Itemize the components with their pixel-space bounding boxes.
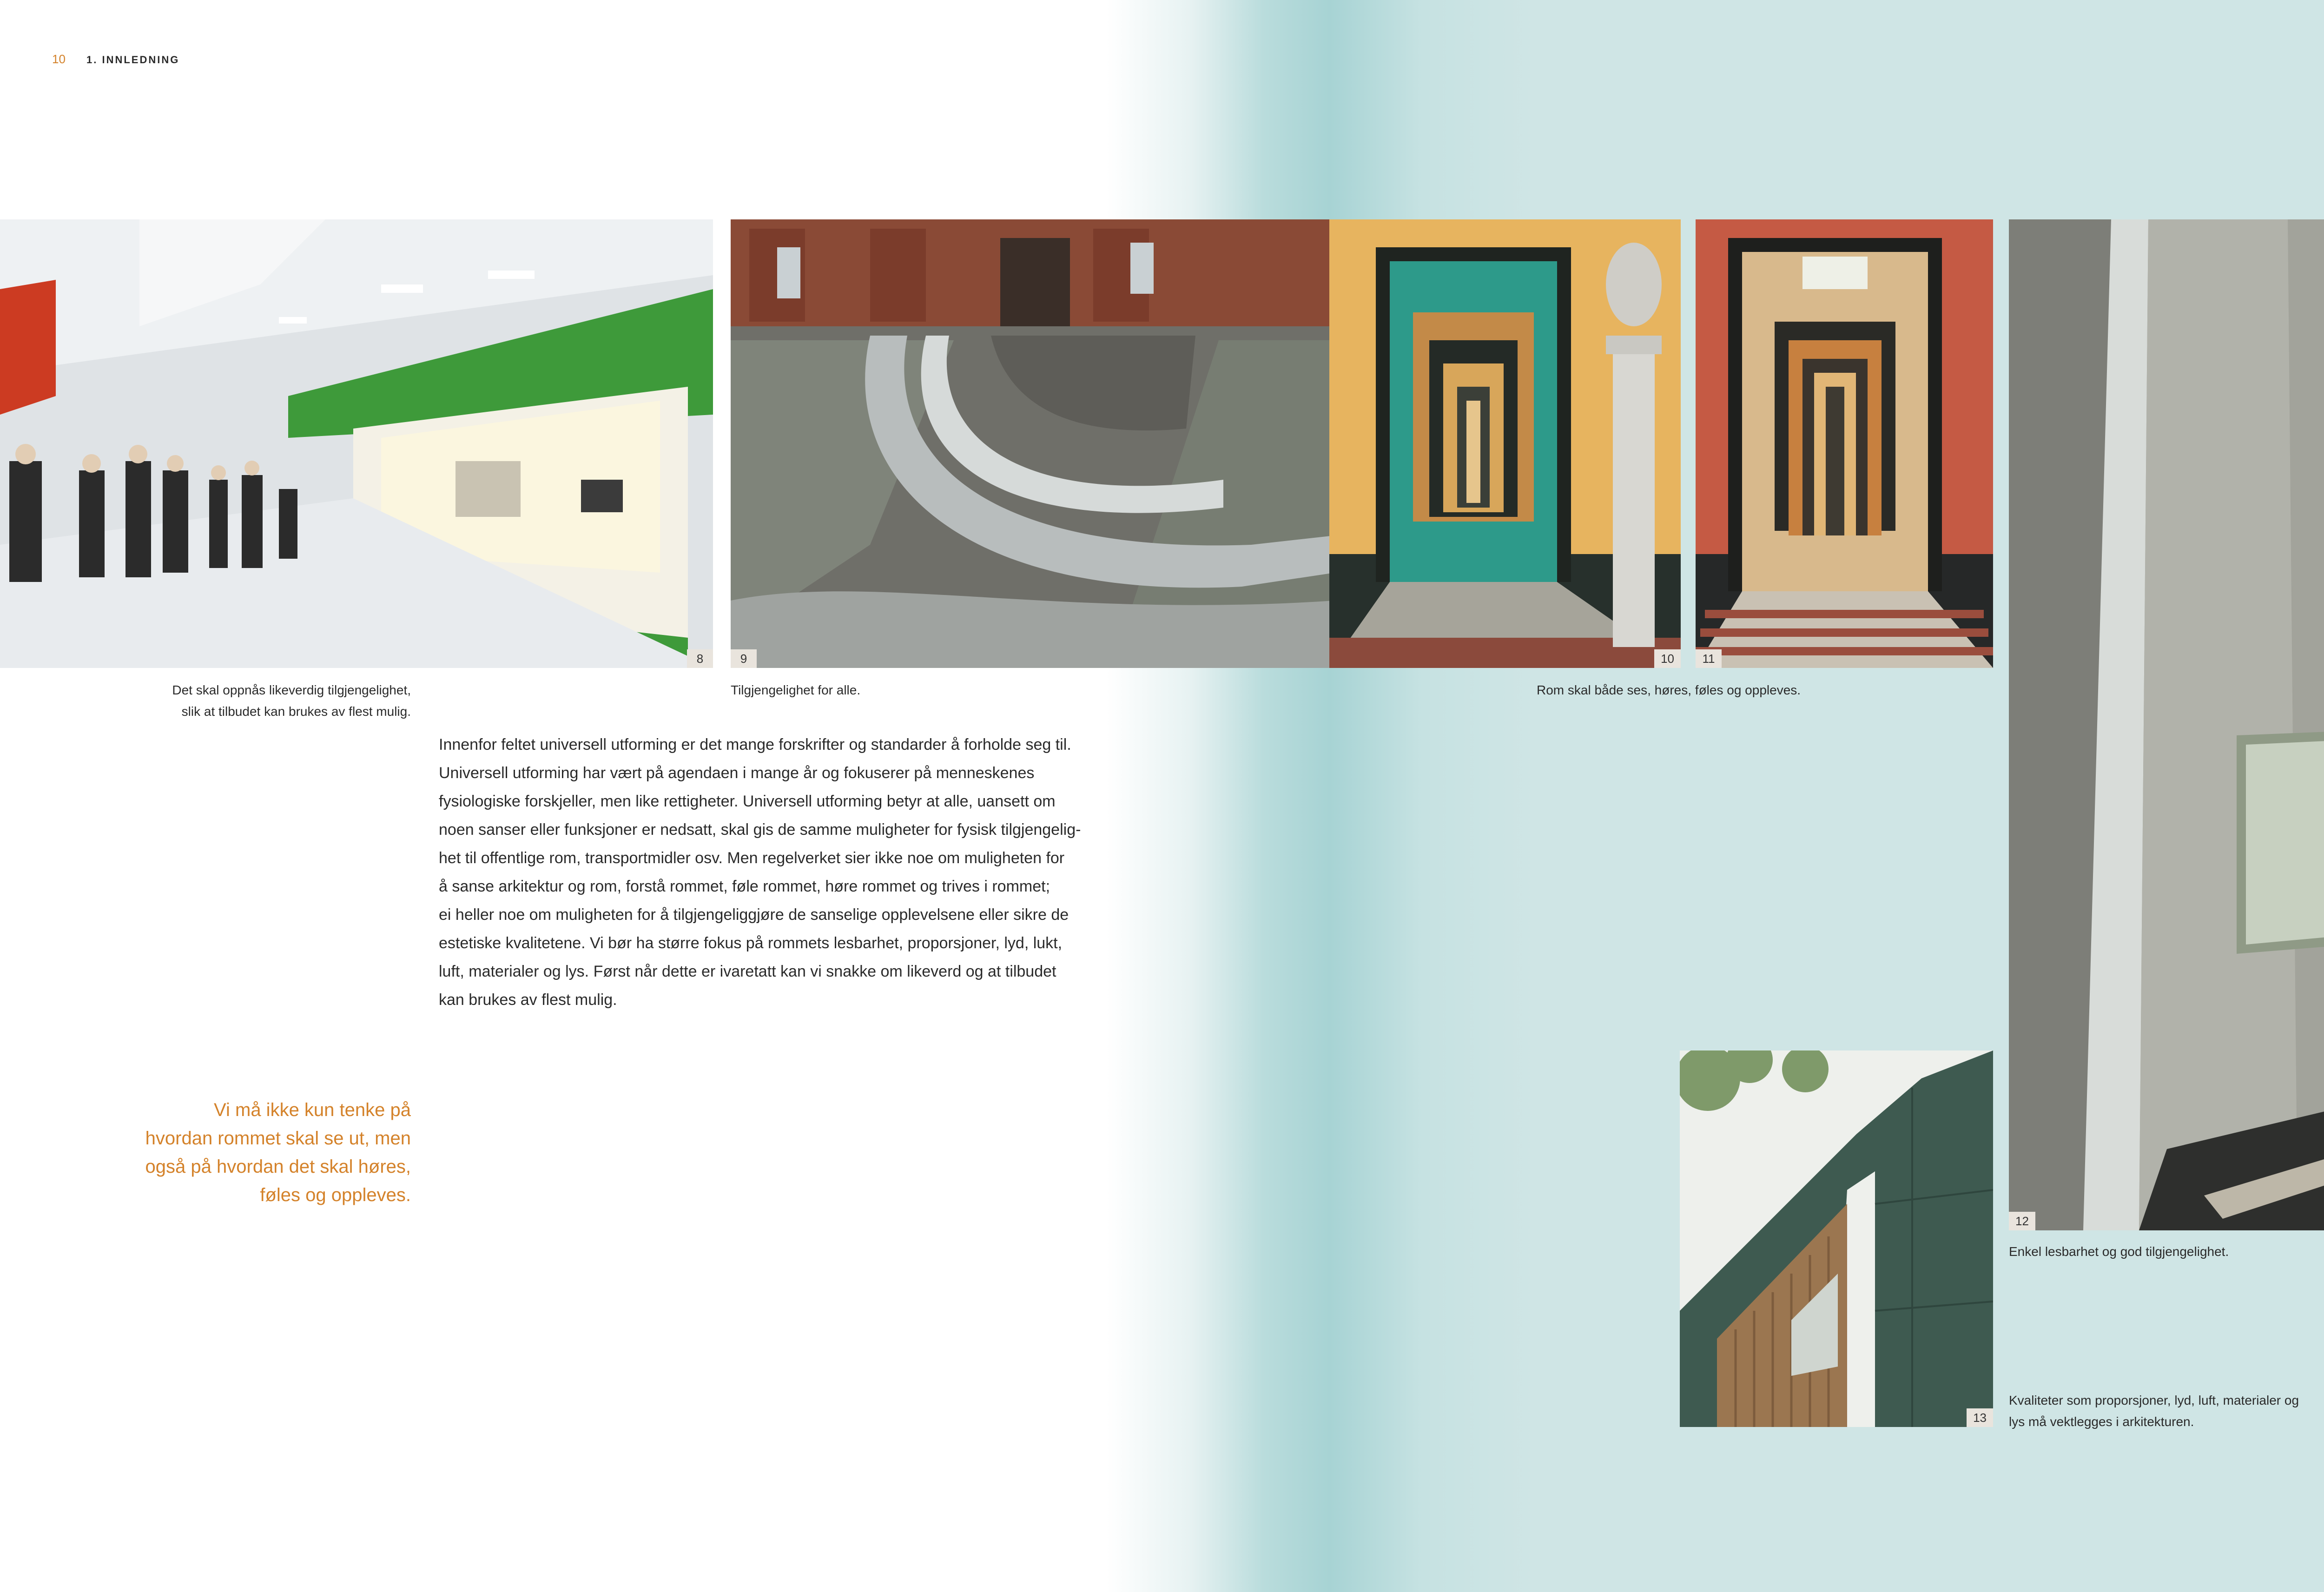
caption-photo-8 bbox=[0, 680, 411, 722]
body-paragraph bbox=[439, 731, 1113, 1014]
photo-number-tag: 13 bbox=[1967, 1408, 1993, 1427]
body-line: kan brukes av flest mulig. bbox=[439, 991, 617, 1009]
left-page-number: 10 bbox=[52, 52, 66, 66]
photo-red-enfilade bbox=[1696, 219, 1993, 668]
body-line: Universell utforming har vært på agendaen i mange år og fokuserer på menneskenes bbox=[439, 764, 1035, 782]
body-line: å sanse arkitektur og rom, forstå rommet, føle rommet, høre rommet og trives i rommet; bbox=[439, 878, 1050, 895]
photo-service-counter bbox=[0, 219, 713, 668]
caption-line: lys må vektlegges i arkitekturen. bbox=[2009, 1414, 2194, 1429]
photo-number-tag: 12 bbox=[2009, 1212, 2035, 1230]
caption-line: Det skal oppnås likeverdig tilgjengelighet, bbox=[172, 683, 411, 697]
body-line: luft, materialer og lys. Først når dette er ivaretatt kan vi snakke om likeverd og at tilbudet bbox=[439, 963, 1056, 980]
body-line: fysiologiske forskjeller, men like rettigheter. Universell utforming betyr at alle, uansett om bbox=[439, 793, 1056, 810]
photo-concrete-wall bbox=[2009, 219, 2324, 1230]
body-line: estetiske kvalitetene. Vi bør ha større fokus på rommets lesbarhet, proporsjoner, lyd, lukt, bbox=[439, 934, 1063, 952]
photo-number-tag: 11 bbox=[1696, 649, 1722, 668]
body-line: het til offentlige rom, transportmidler osv. Men regelverket sier ikke noe om muligheten for bbox=[439, 849, 1065, 867]
caption-line: slik at tilbudet kan brukes av flest mulig. bbox=[181, 704, 411, 719]
quote-line: Vi må ikke kun tenke på bbox=[214, 1100, 411, 1120]
body-line: noen sanser eller funksjoner er nedsatt, skal gis de samme muligheter for fysisk tilgjengelig- bbox=[439, 821, 1081, 839]
photo-number-tag: 10 bbox=[1654, 649, 1681, 668]
quote-line: føles og oppleves. bbox=[260, 1185, 411, 1205]
photo-building-facade bbox=[1680, 1050, 1993, 1427]
body-line: Innenfor feltet universell utforming er det mange forskrifter og standarder å forholde seg til. bbox=[439, 736, 1071, 753]
caption-photo-13 bbox=[2009, 1390, 2299, 1433]
photo-number-tag: 8 bbox=[687, 649, 713, 668]
caption-photo-10-11: Rom skal både ses, høres, føles og oppleves. bbox=[1537, 683, 1801, 697]
caption-line: Kvaliteter som proporsjoner, lyd, luft, materialer og bbox=[2009, 1393, 2299, 1407]
caption-photo-12: Enkel lesbarhet og god tilgjengelighet. bbox=[2009, 1244, 2229, 1259]
pull-quote bbox=[39, 1096, 411, 1209]
chapter-title: 1. INNLEDNING bbox=[86, 54, 180, 66]
quote-line: også på hvordan det skal høres, bbox=[145, 1156, 411, 1177]
photo-courtyard-ramp bbox=[731, 219, 1335, 668]
photo-enfilade-bust bbox=[1329, 219, 1681, 668]
photo-number-tag: 9 bbox=[731, 649, 757, 668]
quote-line: hvordan rommet skal se ut, men bbox=[145, 1128, 411, 1149]
caption-photo-9: Tilgjengelighet for alle. bbox=[731, 683, 861, 697]
body-line: ei heller noe om muligheten for å tilgjengeliggjøre de sanselige opplevelsene eller sikre de bbox=[439, 906, 1069, 924]
